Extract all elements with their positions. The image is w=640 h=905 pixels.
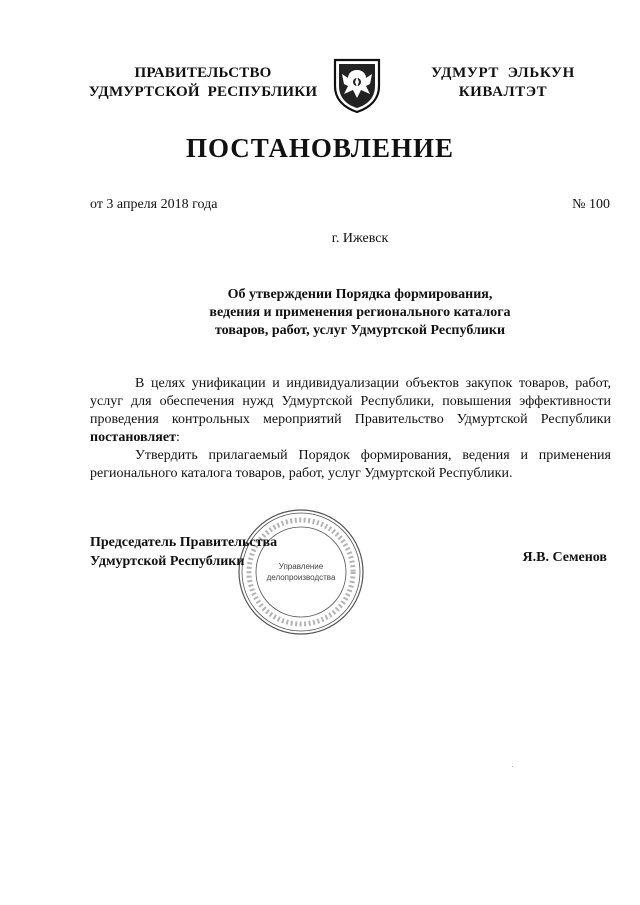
document-body [90, 375, 611, 483]
body-paragraph-1-end: : [175, 430, 180, 445]
document-number: № 100 [572, 197, 610, 212]
header-right [408, 64, 598, 102]
header-right-line2: КИВАЛТЭТ [458, 84, 548, 100]
stamp-center-line1: Управление [278, 562, 324, 571]
signature-position-line2: Удмуртской Республики [90, 554, 245, 569]
header-left-line1: ПРАВИТЕЛЬСТВО [134, 65, 272, 81]
body-paragraph-2: Утвердить прилагаемый Порядок формирования, ведения и применения регионального каталога товаров, работ, услуг Удмуртской Республики. [90, 448, 611, 481]
document-city: г. Ижевск [331, 231, 389, 246]
subject-line2: ведения и применения регионального каталога [209, 305, 511, 320]
subject-line1: Об утверждении Порядка формирования, [227, 287, 493, 302]
stamp-center-line2: делопроизводства [266, 573, 336, 582]
body-paragraph-1-bold: постановляет [90, 430, 176, 445]
signature-position [90, 533, 277, 571]
document-title: ПОСТАНОВЛЕНИЕ [185, 133, 455, 163]
header-left [88, 64, 318, 102]
body-paragraph-1 [90, 375, 611, 447]
header-left-line2: УДМУРТСКОЙ РЕСПУБЛИКИ [88, 84, 318, 100]
signature-name: Я.В. Семенов [522, 550, 607, 565]
scan-speck [512, 766, 513, 767]
header-right-line1: УДМУРТ ЭЛЬКУН [431, 65, 575, 81]
subject-line3: товаров, работ, услуг Удмуртской Республики [214, 323, 506, 338]
coat-of-arms-emblem [329, 56, 385, 114]
document-date: от 3 апреля 2018 года [90, 197, 218, 212]
document-subject [120, 286, 600, 340]
signature-position-line1: Председатель Правительства [90, 535, 278, 550]
official-stamp [236, 507, 366, 637]
body-paragraph-1-text: В целях унификации и индивидуализации объектов закупок товаров, работ, услуг для обеспечения нужд Удмуртской Республики, повышения эффективности проведения контрольных мероприятий Правительство Удмуртской Республики [90, 376, 611, 427]
